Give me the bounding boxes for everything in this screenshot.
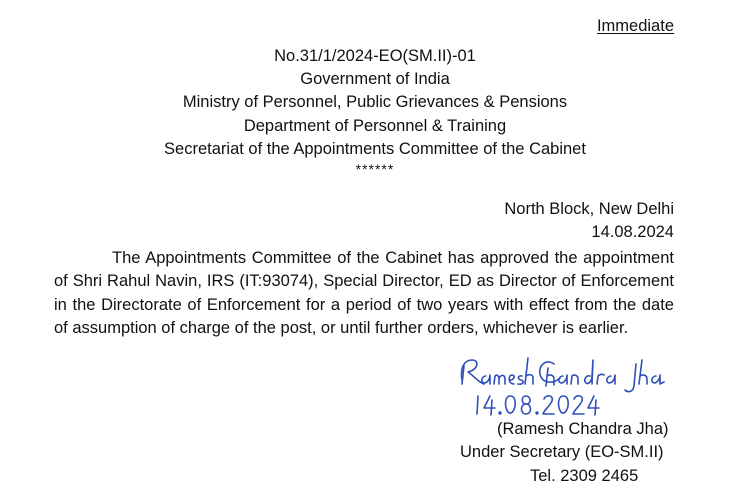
signatory-name: (Ramesh Chandra Jha) — [497, 420, 669, 438]
handwritten-signature — [450, 338, 680, 418]
ministry-name: Ministry of Personnel, Public Grievances & Pensions — [182, 93, 568, 112]
header-divider: ****** — [355, 161, 395, 178]
letter-date: 14.08.2024 — [591, 223, 674, 241]
letter-header — [0, 45, 750, 178]
place: North Block, New Delhi — [504, 200, 674, 218]
file-number: No.31/1/2024-EO(SM.II)-01 — [274, 47, 476, 65]
signature-block — [450, 338, 750, 485]
priority-label: Immediate — [596, 17, 674, 35]
signatory-telephone: Tel. 2309 2465 — [530, 467, 639, 485]
government-name: Government of India — [300, 70, 450, 89]
secretariat-name: Secretariat of the Appointments Committee of the Cabinet — [164, 139, 586, 158]
signatory-designation: Under Secretary (EO-SM.II) — [460, 443, 664, 461]
department-name: Department of Personnel & Training — [243, 116, 507, 135]
place-date-block — [504, 198, 674, 244]
order-body: The Appointments Committee of the Cabinet has approved the appointment of Shri Rahul Navin, IRS (IT:93074), Special Director, ED as Director of Enforcement in the Directorate of Enforcement for a period of two years with effect from the date of assumption of charge of the post, or until further orders, whichever is earlier. — [54, 249, 674, 338]
